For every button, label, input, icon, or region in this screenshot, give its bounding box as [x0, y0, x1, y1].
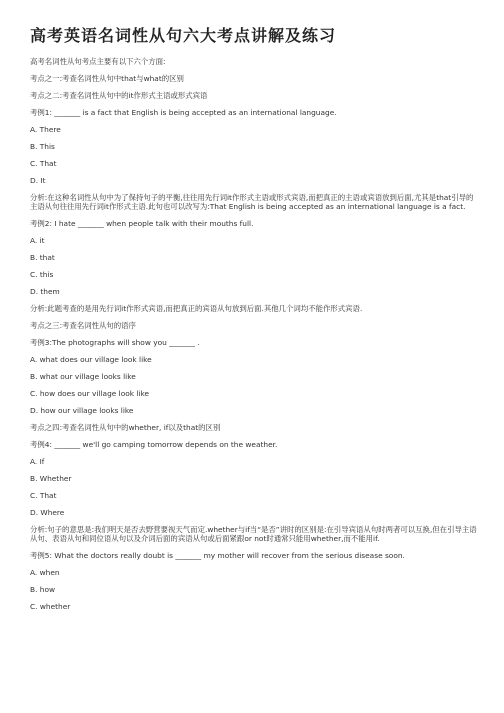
- example-1-option-a: A. There: [30, 125, 61, 134]
- example-4-question: 考例4: _______ we'll go camping tomorrow depends on the weather.: [30, 440, 278, 449]
- example-5-question: 考例5: What the doctors really doubt is _______ my mother will recover from the serious disease soon.: [30, 551, 405, 560]
- key-point-3: 考点之三:考查名词性从句的语序: [30, 321, 136, 330]
- intro-line: 高考名词性从句考点主要有以下六个方面:: [30, 57, 166, 66]
- example-3-option-b: B. what our village looks like: [30, 372, 136, 381]
- example-3-option-a: A. what does our village look like: [30, 355, 152, 364]
- document-title: 高考英语名词性从句六大考点讲解及练习: [30, 26, 337, 45]
- example-4-option-a: A. If: [30, 457, 45, 466]
- example-2-question: 考例2: I hate _______ when people talk with their mouths full.: [30, 219, 254, 228]
- example-1-analysis: 分析:在这种名词性从句中为了保持句子的平衡,往往用先行词it作形式主语或形式宾语,而把真正的主语或宾语放到后面,尤其是that引导的主语从句往往用先行词it作形式主语.此句也可以改写为:That English is being accepted as an international language is a fact.: [30, 193, 474, 211]
- example-5-option-a: A. when: [30, 568, 60, 577]
- example-4-option-b: B. Whether: [30, 474, 72, 483]
- key-point-1: 考点之一:考查名词性从句中that与what的区别: [30, 74, 184, 83]
- example-2-option-b: B. that: [30, 253, 55, 262]
- example-1-option-c: C. That: [30, 159, 57, 168]
- example-1-question: 考例1: _______ is a fact that English is being accepted as an international language.: [30, 108, 337, 117]
- document-body: [30, 57, 480, 619]
- example-4-analysis: 分析:句子的意思是:我们明天是否去野营要视天气而定.whether与if当“是否”讲时的区别是:在引导宾语从句时两者可以互换,但在引导主语从句、表语从句和同位语从句以及介词后面的宾语从句或后面紧跟or not时通常只能用whether,而不能用if.: [30, 525, 477, 543]
- example-4-option-c: C. That: [30, 491, 57, 500]
- example-5-option-c: C. whether: [30, 602, 71, 611]
- key-point-2: 考点之二:考查名词性从句中的it作形式主语或形式宾语: [30, 91, 208, 100]
- example-2-option-a: A. it: [30, 236, 45, 245]
- example-1-option-d: D. It: [30, 176, 46, 185]
- example-2-analysis: 分析:此题考查的是用先行词it作形式宾语,而把真正的宾语从句放到后面.其他几个词均不能作形式宾语.: [30, 304, 363, 313]
- example-1-option-b: B. This: [30, 142, 55, 151]
- example-2-option-d: D. them: [30, 287, 60, 296]
- example-3-option-d: D. how our village looks like: [30, 406, 134, 415]
- key-point-4: 考点之四:考查名词性从句中的whether, if以及that的区别: [30, 423, 221, 432]
- example-3-question: 考例3:The photographs will show you _______ .: [30, 338, 200, 347]
- example-5-option-b: B. how: [30, 585, 56, 594]
- example-4-option-d: D. Where: [30, 508, 65, 517]
- example-2-option-c: C. this: [30, 270, 54, 279]
- example-3-option-c: C. how does our village look like: [30, 389, 150, 398]
